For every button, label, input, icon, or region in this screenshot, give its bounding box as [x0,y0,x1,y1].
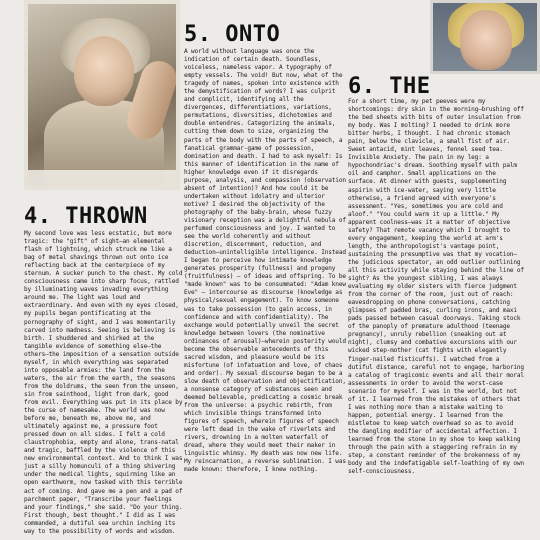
section-heading-the: 6. THE [348,74,431,99]
section-heading-onto: 5. ONTO [184,22,281,47]
portrait-photo [430,0,540,74]
photo-frame [24,0,180,190]
vintage-salon-photo [24,0,180,190]
section-body-the: For a short time, my pet peeves were my shortcomings: dry skin in the morning—brushing off the bed sheets with bits of outer insulation from my body. Was I molting? I needed to drink more bitter herbs, I thought. I had chronic stomach pain, below the clavicle, a small fist of air. Sweet antacid, mint leaves, fennel seed tea. Invisible Anxiety. The pain in my leg: a hypochondriac's dream. Soothing myself with palm oil and camphor. Small applications on the surface. At dinner with guests, supplementing aspirin with ice-water, saying very little otherwise, a friend agreed with everyone's assessment. "Yes, sometimes you are cold and aloof." "You could warm it up a little." My apparent coolness—was it a matter of objective safety? That remote vacancy which I brought to every engagement, keeping the world at arm's length, the anthropologist's vantage point, sustaining the presumptive was that my vocation—the judicious spectator, an odd outlier outlining all this activity while staying behind the line of sight? As the youngest sibling, I was always evaluating my older sisters with fierce judgment from the corner of the room, just out of reach: eavesdropping on phone conversations, catching glimpses of padded bras, curling irons, and maxi pads passed between casual doorways. Taking stock of the panoply of premature adulthood (teenage pregnancy), unruly rebellion (sneaking out at night), clumsy and combative excursions with our wicked step-mother (cat fights with elegantly finger-nailed fisticuffs). I watched from a dutiful distance, careful not to engage, harboring a catalog of tragicomic events and all their moral assessments in order to avoid the worst-case scenario for myself. I was in the world, but not of it. I learned from the mistakes of others that I was nothing more than a mistake waiting to happen, potential energy. I learned from the mistletoe to keep watch overhead so as to avoid the dangling modifier of accidental affection. I learned from the stone in my shoe to keep walking through the pain with a staggering refrain in my step, a constant reminder of the brokenness of my body and the indefatigable self-loathing of my own self-consciousness. [348,98,524,476]
section-body-thrown: My second love was less ecstatic, but more tragic: the "gift" of sight—an elemental flash of lightning, which struck me like a bag of metal shavings thrown out onto ice reflecting back at the centerpiece of my sternum. A sucker punch to the chest. My cold consciousness came into sharp focus, rattled by illuminating waves invading everything around me. The light was loud and extraordinary. And even with my eyes closed, my pupils began pontificating at the pornography of sight, and I was momentarily carved into madness. Seeing is believing is birth. I shuddered and shirked at the tangible evidence of something else—the others—the imposition of a sensation outside myself, in which everything was separated into opposable armies: the land from the waters, the air from the earth, the seasons from the doldrums, the seen from the unseen, sin from sainthood, light from dark, good from evil. Everything was put in its place by the curse of namesake. The world was now before me, beneath me, above me, and ultimately against me, a pressure foot pressed down on all sides. I felt a cold claustrophobia, empty and alone, trans-natal and tragic, baffled by the violence of this new environmental context. And to think I was just a silly homunculi of a thing shivering under the medical lights, squirming like an open earthworm, now tasked with this terrible act of coming. And gave me a pen and a pad of parchment paper, "Transcribe your feelings and your findings," she said. "Do your thing. First though, best thought." I did as I was commanded, a dutiful sea urchin inching its way to the possibility of words and wisdom. [24,230,183,535]
portrait-frame [430,0,540,74]
section-body-onto: A world without language was once the indication of certain death. Soundless, voiceless, nameless vapor. A typography of empty vessels. The void! But now, what of the tragedy of names, spoken into existence with the demystification of words? I was culprit and complicit, identifying all the divergences, differentiations, variations, permutations, diversities, dichotomies and double entendres. Categorizing the animals, cutting them down to size, organizing the parts of the body with the parts of speech, a fanatical grammar-game of possession, domination and death. I had to ask myself: Is this manner of identification in the name of higher knowledge even if it disregards purpose, analysis, and compassion (observation absent of intention)? And how could it be undertaken without idolatry and ulterior motive? I desired the objectivity of the photography of the baby-brain, whose fuzzy visionary reception was a delightful nebula of perfumed consciousness and joy. I wanted to see the world coherently and without discretion, discernment, reduction, and deduction—unintelligible intelligence. Instead I began to perceive how intimate knowledge generates prosperity (fullness) and progeny (fruitfulness) — of ideas and offspring. To be "made known" was to be consummated: "Adam knew Eve" — intercourse as discourse (knowledge as physical/sexual engagement). To know someone was to take possession (to gain access, in confidence and with confidentiality). The exchange would potentially unveil the secret knowledge between lovers (the nominative ordinances of arousal)—wherein posterity would become the observable antecedents of this sacred wisdom, and pleasure would be its misfortune (of infatuation and love, of chaos and order). My sexual discourse began to be a slow death of observation and objectification, a nonsense category of substances seen and deemed believable, predicating a cosmic break from the universe: a psychic rebirth, from which invisible things transformed into figures of speech, wherein figures of speech were left dead in the wake of riverlets and rivers, drowning in a molten waterfall of dread, where they would meet their maker in linguistic whimsy. My death was now new life. My reincarnation, a reverse sublimation. I was made known: therefore, I knew nothing. [184,48,346,474]
section-heading-thrown: 4. THROWN [24,204,148,229]
